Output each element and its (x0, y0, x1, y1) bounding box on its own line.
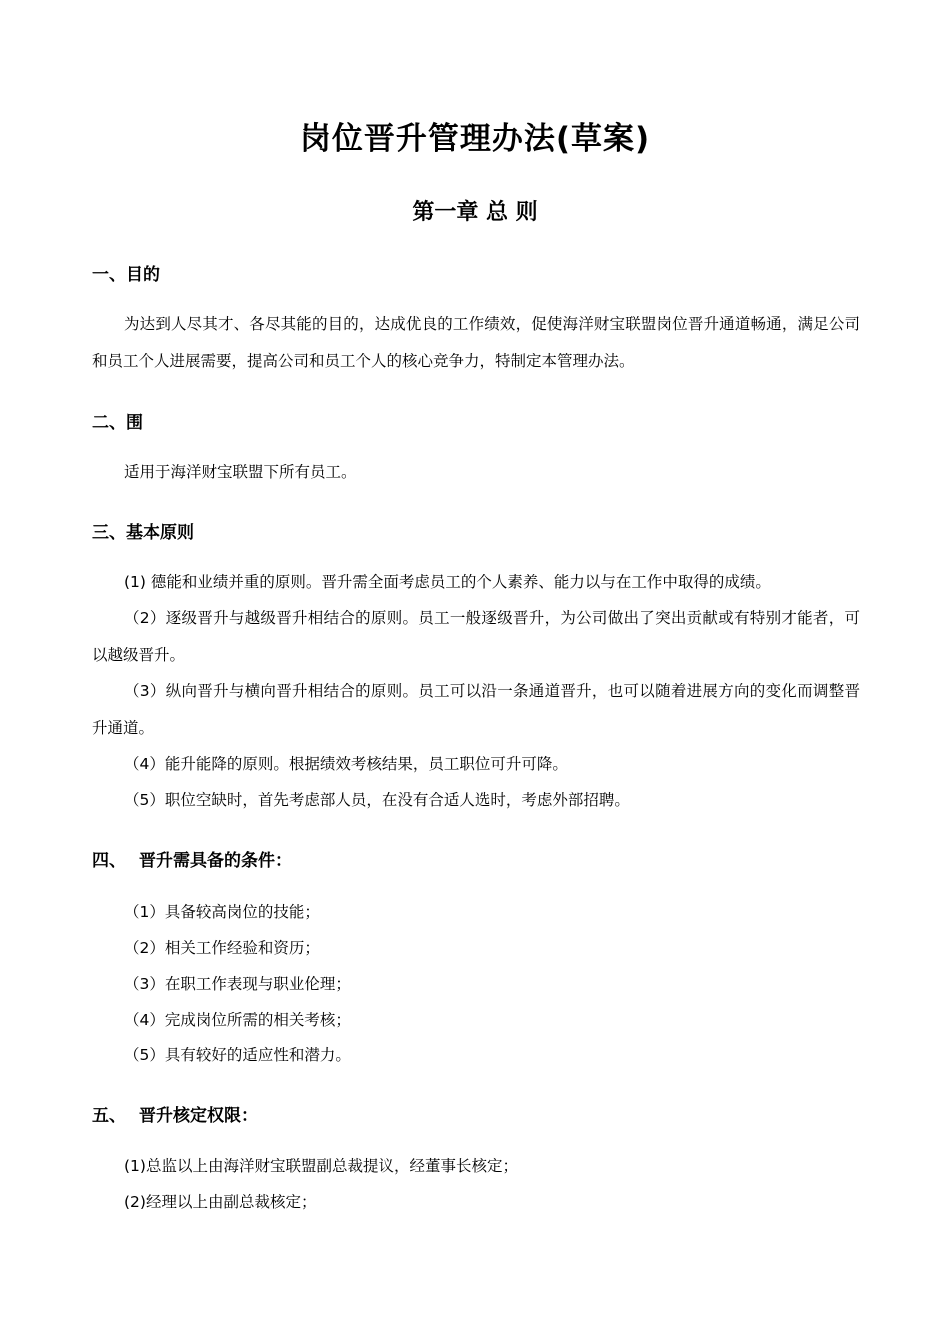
principle-item: （3）纵向晋升与横向晋升相结合的原则。员工可以沿一条通道晋升，也可以随着进展方向的变化而调整晋升通道。 (92, 682, 860, 737)
section-heading-authority (92, 1103, 258, 1129)
condition-item: （3）在职工作表现与职业伦理； (124, 975, 351, 993)
principle-item: (1) 德能和业绩并重的原则。晋升需全面考虑员工的个人素养、能力以与在工作中取得的成绩。 (124, 573, 771, 591)
section-number: 五、 (92, 1106, 126, 1126)
section-heading-principles: 三、基本原则 (92, 523, 194, 543)
section-paragraph-scope: 适用于海洋财宝联盟下所有员工。 (124, 463, 357, 481)
condition-item: （4）完成岗位所需的相关考核； (124, 1011, 351, 1029)
principle-item: （2）逐级晋升与越级晋升相结合的原则。员工一般逐级晋升，为公司做出了突出贡献或有特别才能者，可以越级晋升。 (92, 609, 860, 664)
section-heading-text: 晋升核定权限： (139, 1106, 258, 1126)
principle-item: （5）职位空缺时，首先考虑部人员，在没有合适人选时，考虑外部招聘。 (124, 791, 630, 809)
condition-item: （1）具备较高岗位的技能； (124, 903, 320, 921)
section-paragraph-purpose: 为达到人尽其才、各尽其能的目的，达成优良的工作绩效，促使海洋财宝联盟岗位晋升通道畅通，满足公司和员工个人进展需要，提高公司和员工个人的核心竞争力，特制定本管理办法。 (92, 315, 860, 370)
document-title: 岗位晋升管理办法(草案) (299, 121, 651, 157)
section-heading-purpose: 一、目的 (92, 265, 160, 285)
section-heading-scope: 二、围 (92, 413, 143, 433)
authority-item: (2)经理以上由副总裁核定； (124, 1193, 317, 1211)
section-heading-conditions (92, 848, 292, 874)
section-number: 四、 (92, 851, 126, 871)
section-heading-text: 晋升需具备的条件： (139, 851, 292, 871)
principle-item: （4）能升能降的原则。根据绩效考核结果，员工职位可升可降。 (124, 755, 568, 773)
condition-item: （5）具有较好的适应性和潜力。 (124, 1046, 351, 1064)
condition-item: （2）相关工作经验和资历； (124, 939, 320, 957)
chapter-title: 第一章 总 则 (412, 200, 538, 225)
authority-item: (1)总监以上由海洋财宝联盟副总裁提议，经董事长核定； (124, 1157, 518, 1175)
